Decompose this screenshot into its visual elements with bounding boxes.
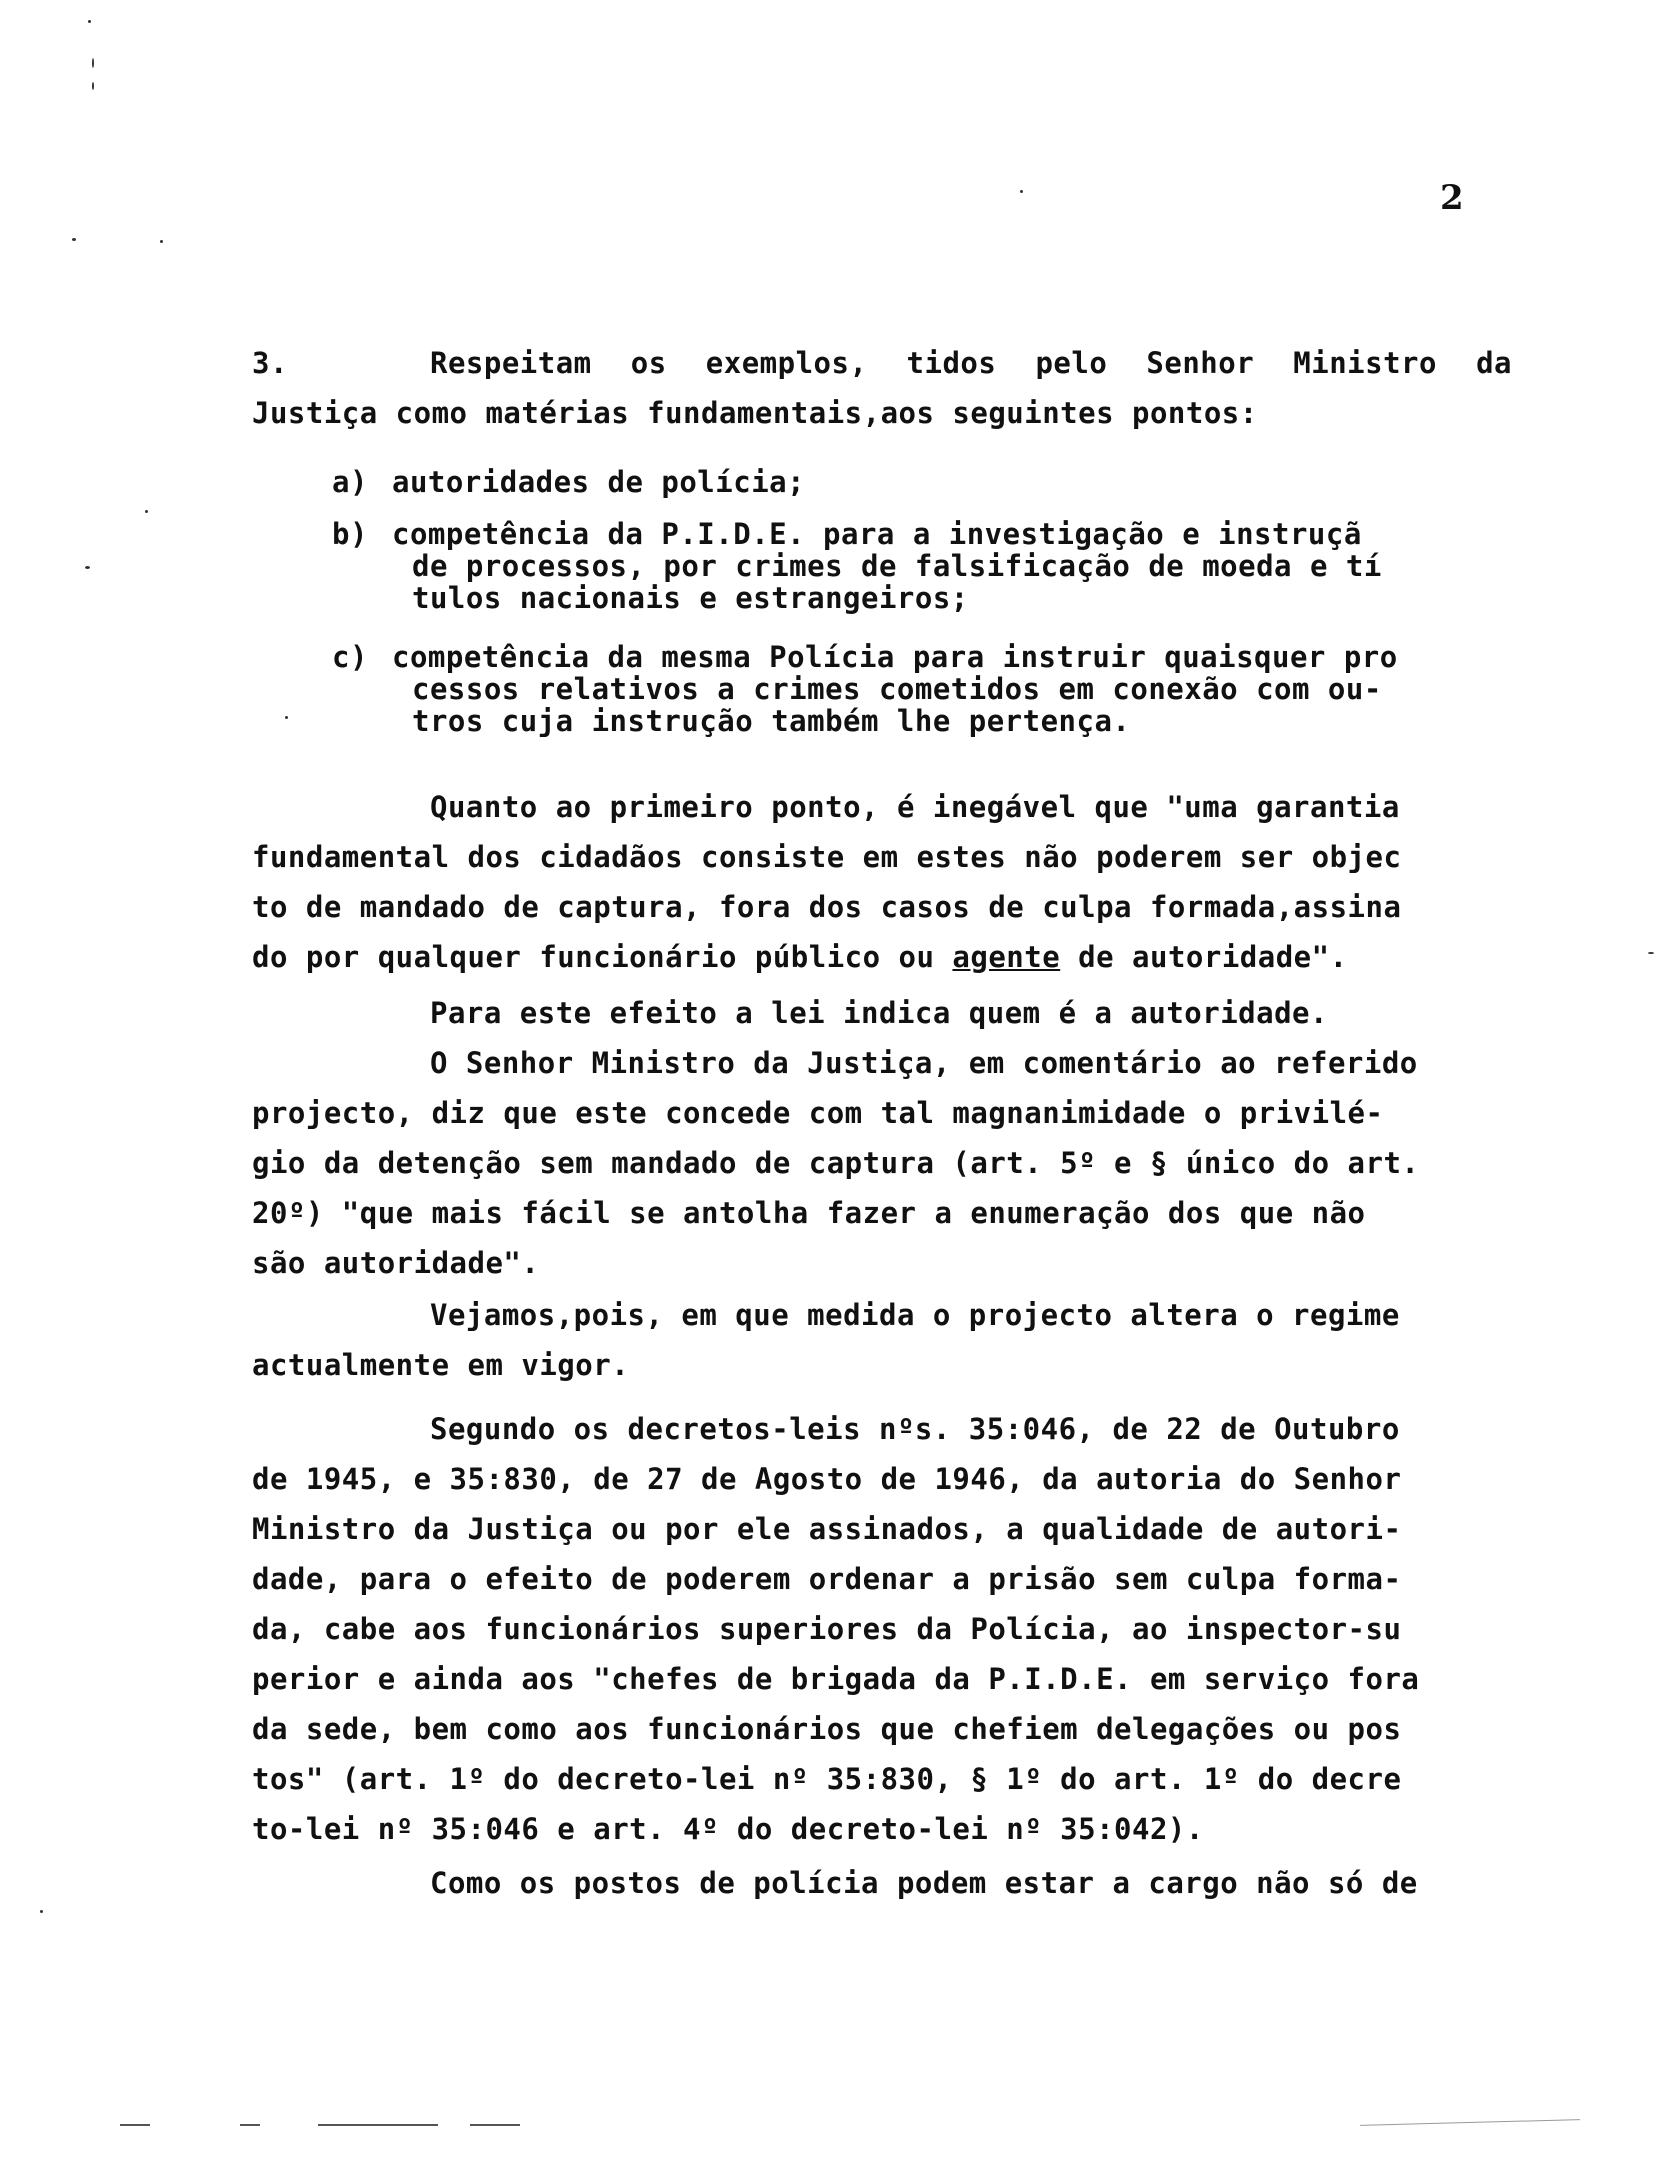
scan-speck — [160, 240, 163, 243]
scan-rule — [240, 2124, 260, 2126]
p1-line-4 — [252, 940, 1512, 974]
p5-line-6: perior e ainda aos "chefes de brigada da P.I.D.E. em serviço fora — [252, 1662, 1420, 1696]
p3-line-1: O Senhor Ministro da Justiça, em comentário ao referido — [430, 1046, 1418, 1080]
scan-rule — [470, 2124, 520, 2126]
p5-line-3: Ministro da Justiça ou por ele assinados, a qualidade de autori- — [252, 1512, 1402, 1546]
p1-line-1: Quanto ao primeiro ponto, é inegável que "uma garantia — [430, 790, 1400, 824]
item-b-label: b) — [332, 517, 368, 551]
scan-speck — [85, 566, 90, 569]
item-c-line-3: tros cuja instrução também lhe pertença. — [412, 704, 1131, 738]
section-number: 3. — [252, 346, 288, 380]
scan-rule — [1360, 2119, 1580, 2126]
scan-speck — [72, 238, 76, 241]
p1-line-2: fundamental dos cidadãos consiste em estes não poderem ser objec — [252, 840, 1402, 874]
scan-speck — [92, 82, 94, 90]
scan-speck — [1648, 952, 1654, 954]
p1-line-3: to de mandado de captura, fora dos casos de culpa formada,assina — [252, 890, 1402, 924]
item-a-line-1: autoridades de polícia; — [392, 465, 806, 499]
item-c-label: c) — [332, 640, 368, 674]
intro-line-1: Respeitam os exemplos, tidos pelo Senhor Ministro da — [430, 346, 1512, 380]
p3-line-3: gio da detenção sem mandado de captura (art. 5º e § único do art. — [252, 1146, 1420, 1180]
scan-speck — [145, 510, 148, 513]
item-b-line-1: competência da P.I.D.E. para a investigação e instruçã — [392, 517, 1362, 551]
p5-line-9: to-lei nº 35:046 e art. 4º do decreto-lei nº 35:042). — [252, 1812, 1204, 1846]
p3-line-4: 20º) "que mais fácil se antolha fazer a enumeração dos que não — [252, 1196, 1366, 1230]
p5-line-8: tos" (art. 1º do decreto-lei nº 35:830, § 1º do art. 1º do decre — [252, 1762, 1402, 1796]
p4-line-2: actualmente em vigor. — [252, 1348, 630, 1382]
item-c-line-1: competência da mesma Polícia para instruir quaisquer pro — [392, 640, 1398, 674]
item-b-line-2: de processos, por crimes de falsificação de moeda e tí — [412, 549, 1382, 583]
p5-line-4: dade, para o efeito de poderem ordenar a prisão sem culpa forma- — [252, 1562, 1402, 1596]
intro-line-2: Justiça como matérias fundamentais,aos seguintes pontos: — [252, 396, 1258, 430]
scan-speck — [40, 1910, 43, 1913]
p1-line-4-b: de autoridade". — [1060, 940, 1348, 974]
item-b-line-3: tulos nacionais e estrangeiros; — [412, 581, 969, 615]
p2-line-1: Para este efeito a lei indica quem é a autoridade. — [430, 996, 1328, 1030]
p5-line-7: da sede, bem como aos funcionários que chefiem delegações ou pos — [252, 1712, 1402, 1746]
p5-line-2: de 1945, e 35:830, de 27 de Agosto de 1946, da autoria do Senhor — [252, 1462, 1402, 1496]
scan-rule — [318, 2124, 438, 2126]
item-c-line-2: cessos relativos a crimes cometidos em conexão com ou- — [412, 672, 1382, 706]
page-number: 2 — [1440, 178, 1464, 218]
p1-line-4-a: do por qualquer funcionário público ou — [252, 940, 953, 974]
scan-speck — [92, 58, 94, 68]
p1-underlined-word: agente — [952, 940, 1061, 974]
scan-rule — [120, 2124, 150, 2126]
scan-speck — [285, 716, 288, 719]
p5-line-5: da, cabe aos funcionários superiores da Polícia, ao inspector-su — [252, 1612, 1402, 1646]
item-a-label: a) — [332, 465, 368, 499]
p4-line-1: Vejamos,pois, em que medida o projecto altera o regime — [430, 1298, 1400, 1332]
p5-line-1: Segundo os decretos-leis nºs. 35:046, de 22 de Outubro — [430, 1412, 1400, 1446]
scan-speck — [88, 20, 91, 23]
scan-speck — [1020, 190, 1023, 193]
p3-line-5: são autoridade". — [252, 1246, 540, 1280]
p3-line-2: projecto, diz que este concede com tal magnanimidade o privilé- — [252, 1096, 1384, 1130]
p6-line-1: Como os postos de polícia podem estar a cargo não só de — [430, 1866, 1418, 1900]
